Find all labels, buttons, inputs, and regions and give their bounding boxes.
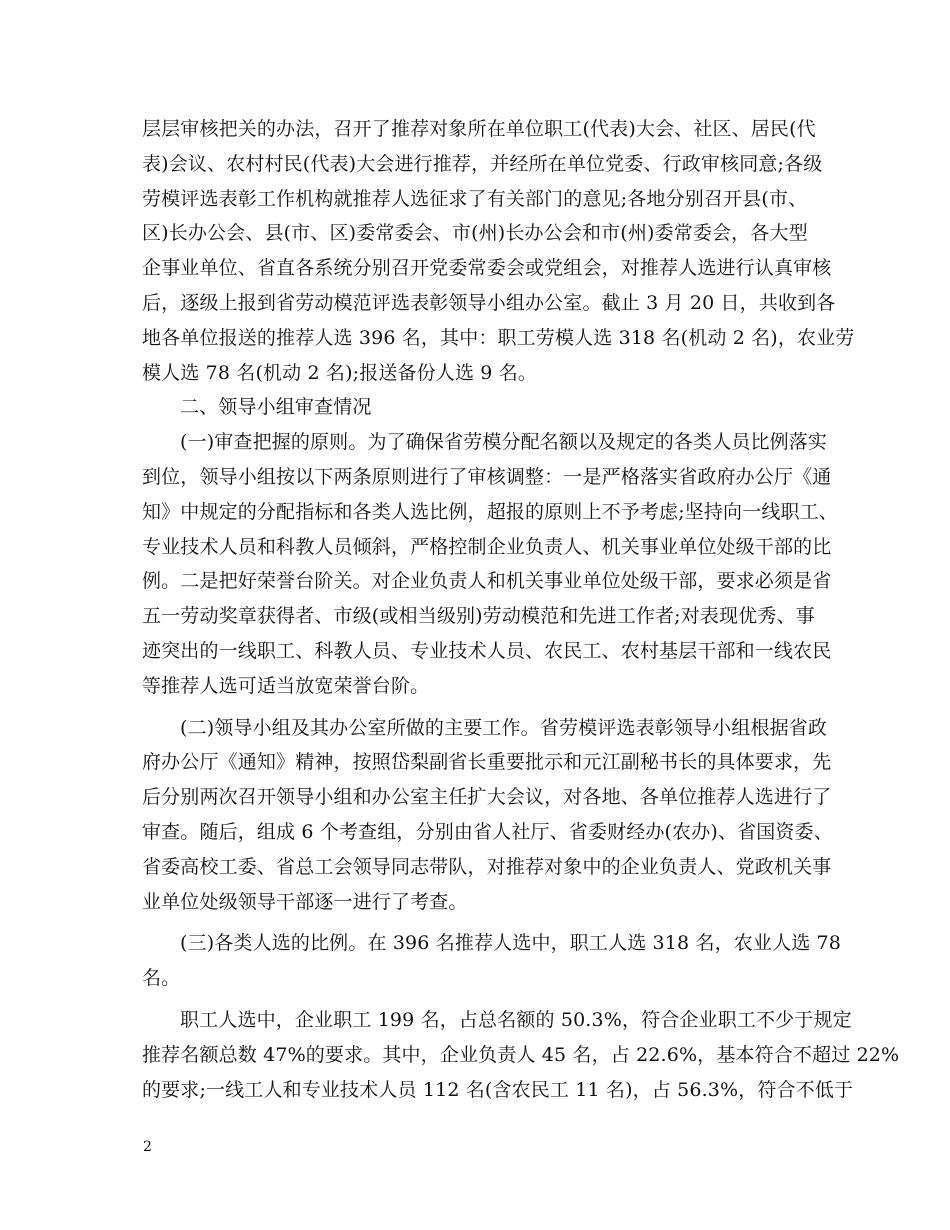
page-number: 2 [143, 1139, 152, 1155]
text-line: 五一劳动奖章获得者、市级(或相当级别)劳动模范和先进工作者;对表现优秀、事 [142, 605, 815, 628]
body-text [142, 112, 900, 1107]
text-line: 迹突出的一线职工、科教人员、专业技术人员、农民工、农村基层干部和一线农民 [142, 639, 832, 662]
text-line: 到位，领导小组按以下两条原则进行了审核调整：一是严格落实省政府办公厅《通 [142, 465, 832, 488]
text-line: 地各单位报送的推荐人选 396 名，其中：职工劳模人选 318 名(机动 2 名)，农业劳 [142, 326, 855, 349]
text-line: 层层审核把关的办法，召开了推荐对象所在单位职工(代表)大会、社区、居民(代 [142, 118, 816, 140]
text-line: 府办公厅《通知》精神，按照岱梨副省长重要批示和元江副秘书长的具体要求，先 [142, 751, 832, 774]
text-line: 专业技术人员和科教人员倾斜，严格控制企业负责人、机关事业单位处级干部的比 [142, 535, 832, 558]
text-line: 审查。随后，组成 6 个考查组，分别由省人社厅、省委财经办(农办)、省国资委、 [142, 820, 833, 843]
text-line: 等推荐人选可适当放宽荣誉台阶。 [142, 674, 430, 697]
text-line: 劳模评选表彰工作机构就推荐人选征求了有关部门的意见;各地分别召开县(市、 [142, 187, 808, 210]
text-line: 企事业单位、省直各系统分别召开党委常委会或党组会，对推荐人选进行认真审核 [142, 257, 832, 280]
text-line: 知》中规定的分配指标和各类人选比例，超报的原则上不予考虑;坚持向一线职工、 [142, 500, 838, 523]
paragraph-first-line: 职工人选中，企业职工 199 名，占总名额的 50.3%，符合企业职工不少于规定 [180, 1008, 852, 1031]
paragraph-first-line: (一)审查把握的原则。为了确保省劳模分配名额以及规定的各类人员比例落实 [180, 431, 828, 454]
text-line: 的要求;一线工人和专业技术人员 112 名(含农民工 11 名)，占 56.3%，符合不低于 [142, 1078, 854, 1101]
text-line: 例。二是把好荣誉台阶关。对企业负责人和机关事业单位处级干部，要求必须是省 [142, 570, 832, 593]
paragraph-first-line: (三)各类人选的比例。在 396 名推荐人选中，职工人选 318 名，农业人选 78 [180, 932, 842, 955]
text-line: 区)长办公会、县(市、区)委常委会、市(州)长办公会和市(州)委常委会，各大型 [142, 222, 808, 245]
text-line: 表)会议、农村村民(代表)大会进行推荐，并经所在单位党委、行政审核同意;各级 [142, 152, 823, 175]
text-line: 推荐名额总数 47%的要求。其中，企业负责人 45 名，占 22.6%，基本符合不超过 22% [142, 1043, 900, 1066]
text-line: 模人选 78 名(机动 2 名);报送备份人选 9 名。 [142, 361, 538, 384]
text-line: 业单位处级领导干部逐一进行了考查。 [142, 890, 468, 913]
paragraph-first-line: (二)领导小组及其办公室所做的主要工作。省劳模评选表彰领导小组根据省政 [180, 716, 828, 739]
text-line: 省委高校工委、省总工会领导同志带队，对推荐对象中的企业负责人、党政机关事 [142, 855, 832, 878]
section-heading: 二、领导小组审查情况 [180, 396, 372, 419]
text-line: 名。 [142, 967, 181, 990]
text-line: 后，逐级上报到省劳动模范评选表彰领导小组办公室。截止 3 月 20 日，共收到各 [142, 291, 836, 314]
text-line: 后分别两次召开领导小组和办公室主任扩大会议，对各地、各单位推荐人选进行了 [142, 786, 832, 809]
